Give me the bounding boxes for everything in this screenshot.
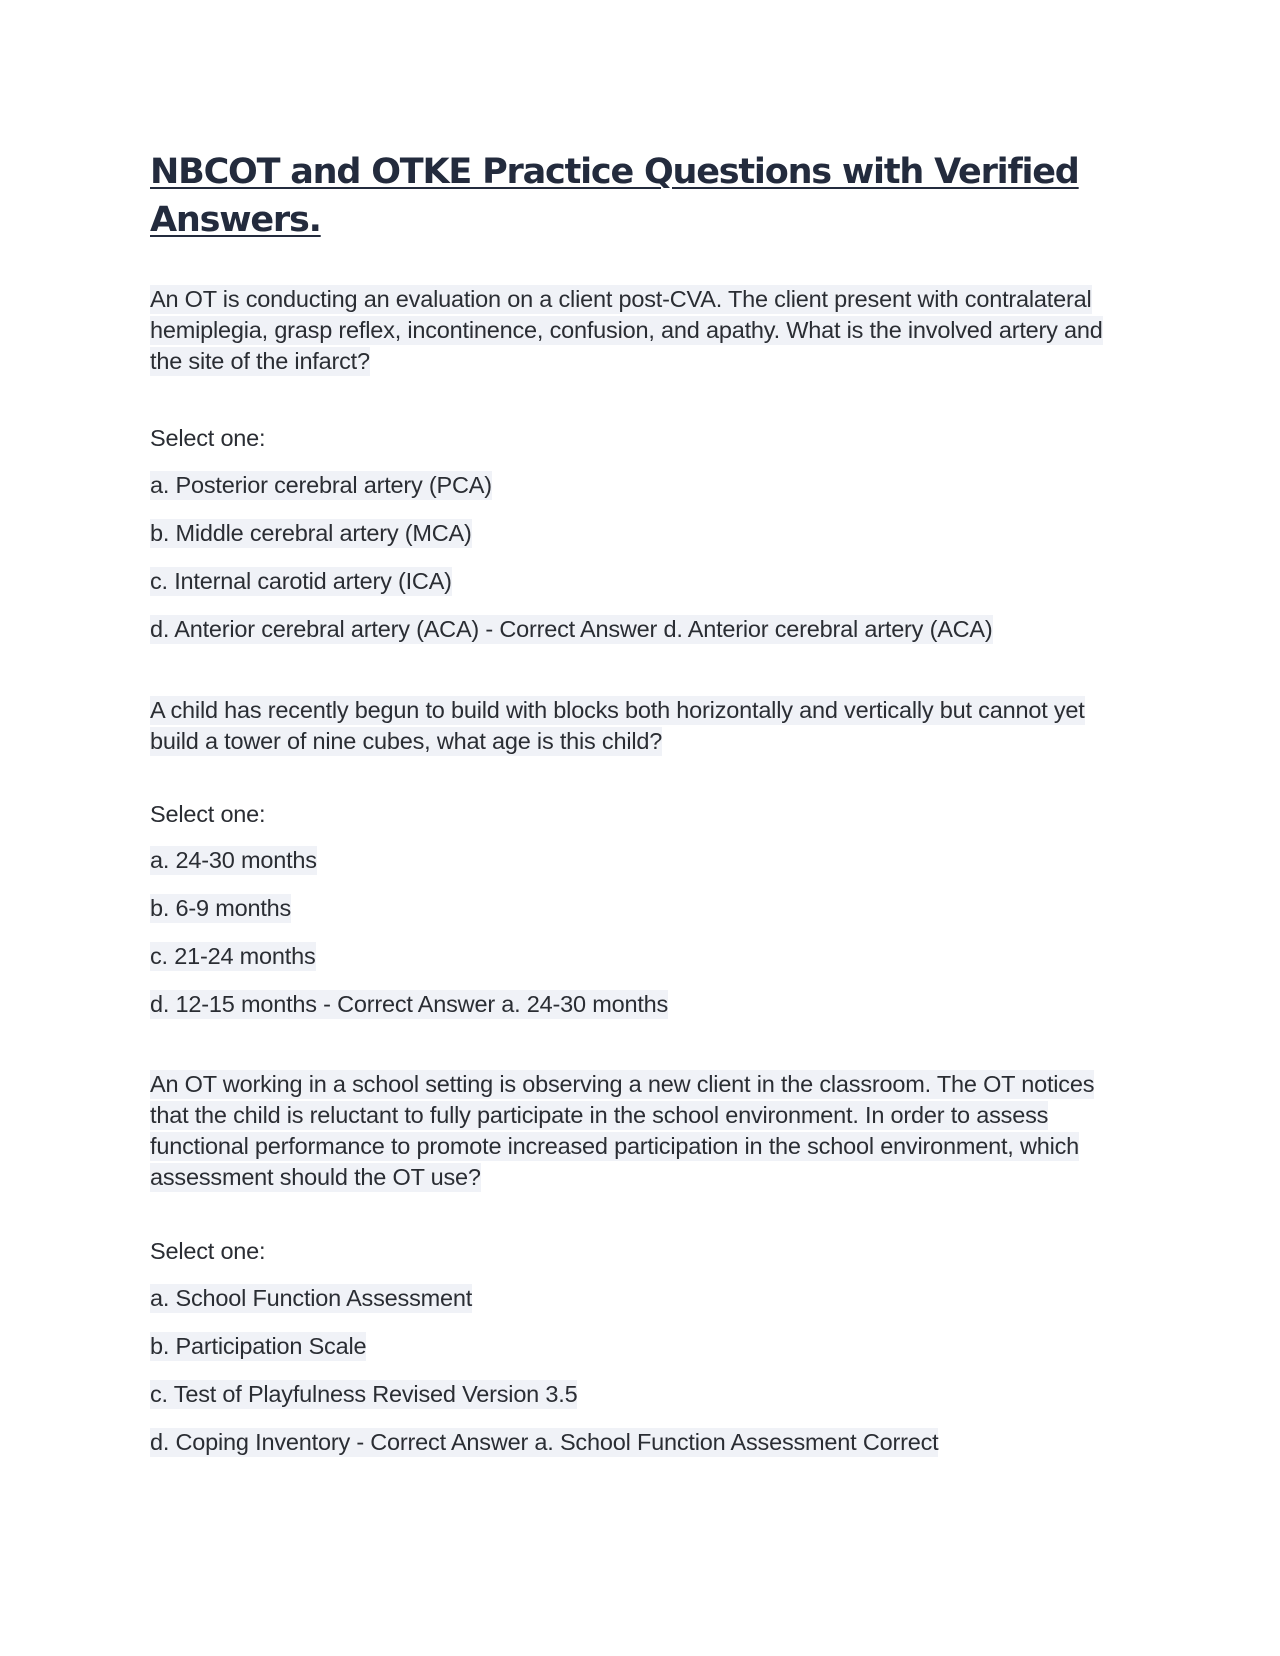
question-1-option-a: a. Posterior cerebral artery (PCA) xyxy=(150,472,492,498)
question-3-option-a: a. School Function Assessment xyxy=(150,1285,473,1311)
question-3-option-c: c. Test of Playfulness Revised Version 3.5 xyxy=(150,1381,578,1407)
question-3-select-label: Select one: xyxy=(150,1238,266,1264)
question-1-option-b: b. Middle cerebral artery (MCA) xyxy=(150,520,472,546)
question-1-option-d: d. Anterior cerebral artery (ACA) - Correct Answer d. Anterior cerebral artery (ACA) xyxy=(150,616,993,642)
question-1-text: An OT is conducting an evaluation on a client post-CVA. The client present with contralateral hemiplegia, grasp reflex, incontinence, confusion, and apathy. What is the involved artery and the site of the infarct? xyxy=(150,286,1103,374)
question-3-options xyxy=(150,1283,938,1475)
question-3-option-b: b. Participation Scale xyxy=(150,1333,367,1359)
question-3-text: An OT working in a school setting is observing a new client in the classroom. The OT notices that the child is reluctant to fully participate in the school environment. In order to assess functional performance to promote increased participation in the school environment, which assessment should the OT use? xyxy=(150,1071,1095,1190)
document-title: NBCOT and OTKE Practice Questions with Verified Answers. xyxy=(150,152,1079,240)
question-1-option-c: c. Internal carotid artery (ICA) xyxy=(150,568,452,594)
question-2-option-d: d. 12-15 months - Correct Answer a. 24-30 months xyxy=(150,991,669,1017)
question-2-option-a: a. 24-30 months xyxy=(150,847,317,873)
question-2-options xyxy=(150,845,668,1037)
question-1-options xyxy=(150,470,993,662)
question-2-option-c: c. 21-24 months xyxy=(150,943,316,969)
question-3-option-d: d. Coping Inventory - Correct Answer a. School Function Assessment Correct xyxy=(150,1429,939,1455)
question-2-text: A child has recently begun to build with blocks both horizontally and vertically but cannot yet build a tower of nine cubes, what age is this child? xyxy=(150,697,1085,754)
question-2-select-label: Select one: xyxy=(150,801,266,827)
question-1-select-label: Select one: xyxy=(150,425,266,451)
question-2-option-b: b. 6-9 months xyxy=(150,895,292,921)
